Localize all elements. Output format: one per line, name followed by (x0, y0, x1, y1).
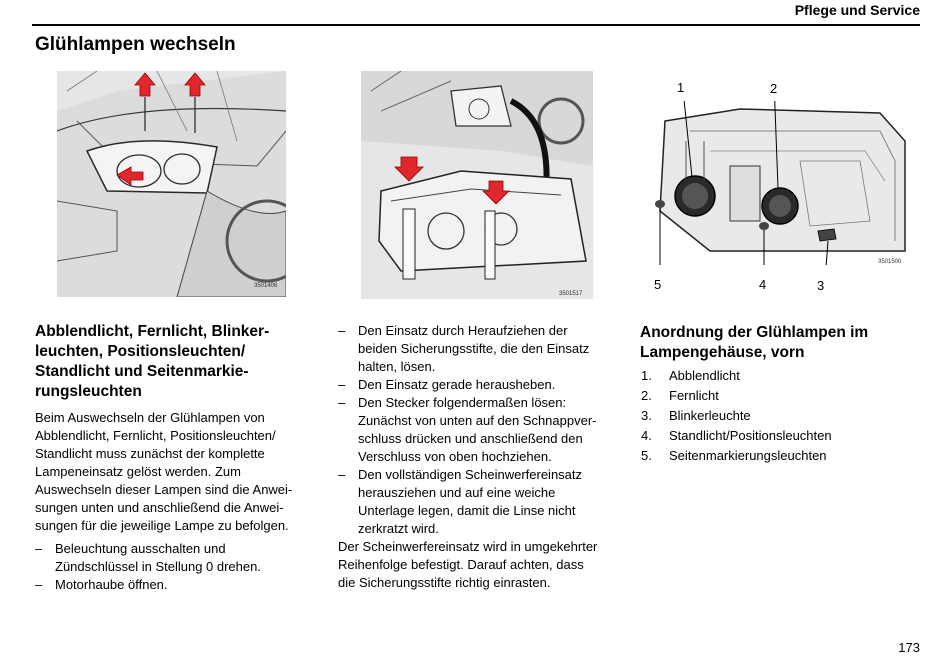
figure-headlight-insert (361, 71, 593, 299)
column-2-text (338, 322, 628, 592)
step-item: – Beleuchtung ausschalten und Zündschlüssel in Stellung 0 drehen. (35, 540, 330, 576)
figure-headlight-insert-drawing (361, 71, 593, 299)
list-item: 1. Abblendlicht (641, 368, 740, 383)
page-title: Glühlampen wechseln (35, 34, 236, 55)
step-item: – Den Einsatz durch Heraufziehen der beiden Sicherungsstifte, die den Einsatz halten, lösen. (338, 322, 628, 376)
list-item: 4. Standlicht/Positionsleuchten (641, 428, 832, 443)
outro-paragraph: Der Scheinwerfereinsatz wird in umgekehrter Reihenfolge befestigt. Darauf achten, dass die Sicherungsstifte richtig einrasten. (338, 539, 598, 590)
header-rule (32, 24, 920, 26)
callout-1: 1 (677, 80, 685, 95)
section-heading-lights: Abblendlicht, Fernlicht, Blinker- leuchten, Positionsleuchten/ Standlicht und Seitenmarkie- rungsleuchten (35, 323, 270, 400)
list-item: 3. Blinkerleuchte (641, 408, 751, 423)
running-header: Pflege und Service (794, 2, 920, 18)
figure-code: 3501500 (878, 259, 902, 265)
figure-car-headlight-drawing (57, 71, 286, 297)
intro-paragraph: Beim Auswechseln der Glühlampen von Abblendlicht, Fernlicht, Positionsleuchten/ Standlicht muss zunächst der komplette Lampeneinsatz gelöst werden. Zum Auswechseln dieser Lampen sind die Anwei- sungen unten und anschließend die Anwei- sungen für die jeweilige Lampe zu befolgen. (35, 410, 293, 533)
step-item: – Motorhaube öffnen. (35, 576, 330, 594)
step-item: – Den vollständigen Scheinwerfereinsatz herausziehen und auf eine weiche Unterlage legen, damit die Linse nicht zerkratzt wird. (338, 466, 628, 538)
list-item: 5. Seitenmarkierungsleuchten (641, 448, 827, 463)
callout-5: 5 (654, 277, 662, 292)
callout-3: 3 (817, 278, 825, 293)
section-heading-arrangement: Anordnung der Glühlampen im Lampengehäuse, vorn (640, 324, 869, 361)
column-1-text (35, 409, 330, 594)
figure-lamp-housing-drawing (650, 101, 908, 265)
callout-2: 2 (770, 81, 778, 96)
bulb-list (641, 366, 931, 466)
callout-4: 4 (759, 277, 767, 292)
figure-car-headlight (57, 71, 286, 297)
page-number: 173 (898, 640, 920, 655)
figure-code: 3501517 (559, 291, 583, 297)
step-item: – Den Stecker folgendermaßen lösen: Zunächst von unten auf den Schnappver- schluss drücken und anschließend den Verschluss von oben hochziehen. (338, 394, 628, 466)
list-item: 2. Fernlicht (641, 388, 719, 403)
figure-lamp-housing (650, 101, 908, 265)
figure-code: 3501406 (254, 283, 278, 289)
step-item: – Den Einsatz gerade herausheben. (338, 376, 628, 394)
